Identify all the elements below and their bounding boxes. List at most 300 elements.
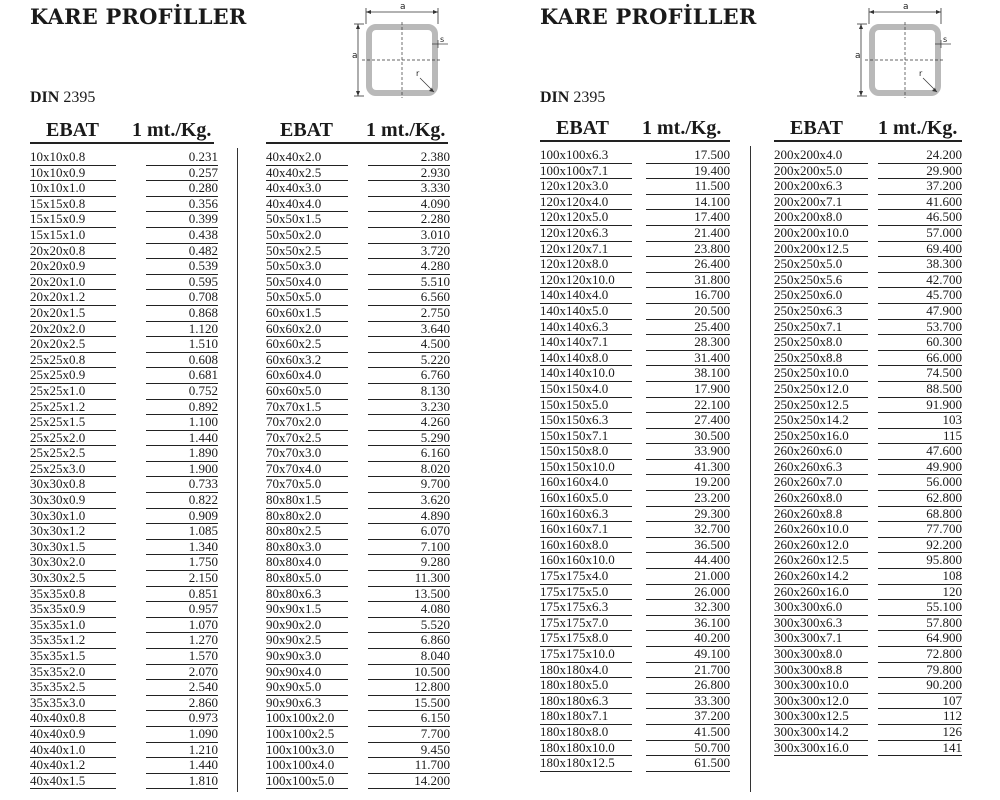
table-row [774,631,962,647]
weight-cell: 66.000 [926,349,962,365]
weight-cell: 1.270 [188,632,218,648]
size-cell: 35x35x1.0 [30,616,86,632]
weight-cell: 41.500 [694,723,730,739]
dim-a-top-label: a [903,2,909,12]
table-row [540,429,730,445]
weight-cell: 53.700 [926,318,962,334]
table-row [774,444,962,460]
size-underline [266,788,348,789]
weight-cell: 29.300 [694,505,730,521]
size-cell: 200x200x4.0 [774,147,843,162]
size-cell: 100x100x2.5 [266,725,335,741]
table-row [540,195,730,211]
table-row [266,680,448,696]
weight-underline [878,755,962,756]
size-cell: 30x30x1.0 [30,507,86,523]
table-row [540,725,730,741]
weight-underline [646,771,730,772]
table-row [774,257,962,273]
weight-cell: 5.290 [420,429,450,445]
table-row [266,415,448,431]
size-cell: 20x20x1.2 [30,289,86,305]
table-row [266,150,448,166]
standard-label [540,89,605,107]
weight-cell: 5.520 [420,616,450,632]
table-row [266,322,448,338]
weight-cell: 26.800 [694,677,730,693]
table-row [540,413,730,429]
table-row [30,304,218,322]
weight-cell: 27.400 [694,412,730,428]
table-row [266,228,448,244]
size-cell: 250x250x5.6 [774,271,843,287]
table-row [266,555,448,571]
page-title: KARE PROFİLLER [30,4,247,29]
size-cell: 80x80x1.5 [266,492,322,508]
size-cell: 100x100x5.0 [266,772,335,788]
size-cell: 300x300x6.3 [774,614,843,630]
table-row [540,663,730,679]
table-row [266,446,448,462]
dim-r-label: r [919,69,923,78]
weight-cell: 37.200 [926,178,962,194]
weight-cell: 29.900 [926,162,962,178]
table-row [774,460,962,476]
weight-cell: 68.800 [926,505,962,521]
size-cell: 200x200x7.1 [774,193,843,209]
size-cell: 250x250x14.2 [774,412,849,428]
square-profile-diagram [855,0,955,100]
size-cell: 20x20x2.5 [30,336,86,352]
table-row [266,244,448,260]
weight-cell: 6.760 [420,367,450,383]
table-row [30,601,218,618]
size-cell: 50x50x1.5 [266,211,322,227]
weight-cell: 74.500 [926,365,962,381]
size-cell: 40x40x1.5 [30,772,86,788]
table-row [30,538,218,556]
weight-cell: 91.900 [926,396,962,412]
table-row [30,211,218,228]
table-row [774,616,962,632]
weight-cell: 2.860 [188,694,218,710]
weight-cell: 23.800 [694,240,730,256]
size-cell: 250x250x8.8 [774,349,843,365]
weight-cell: 20.500 [694,302,730,318]
table-row [774,273,962,289]
size-cell: 30x30x0.9 [30,492,86,508]
table-row [30,320,218,338]
table-row [30,351,218,369]
size-cell: 260x260x6.3 [774,458,843,474]
table-row [540,569,730,585]
weight-cell: 16.700 [694,287,730,303]
table-row [774,335,962,351]
weight-cell: 69.400 [926,240,962,256]
weight-cell: 3.230 [420,398,450,414]
weight-cell: 47.900 [926,302,962,318]
table-row [30,492,218,509]
weight-cell: 90.200 [926,677,962,693]
weight-cell: 9.700 [420,476,450,492]
size-weight-table [540,118,730,772]
table-row [774,304,962,320]
size-cell: 20x20x1.0 [30,273,86,289]
weight-cell: 0.595 [188,273,218,289]
weight-cell: 0.681 [188,367,218,383]
size-cell: 140x140x7.1 [540,334,609,350]
weight-cell: 0.868 [188,304,218,320]
weight-cell: 44.400 [694,552,730,568]
table-row [774,569,962,585]
weight-cell: 26.000 [694,583,730,599]
dim-a-side-label: a [855,51,861,61]
size-underline [540,771,632,772]
size-column-header: EBAT [556,117,609,139]
table-row [774,507,962,523]
size-column-header: EBAT [790,117,843,139]
size-cell: 180x180x6.3 [540,692,609,708]
weight-cell: 19.200 [694,474,730,490]
size-cell: 25x25x1.0 [30,382,86,398]
table-row [540,273,730,289]
weight-cell: 3.620 [420,492,450,508]
weight-cell: 7.100 [420,538,450,554]
table-row [540,756,730,772]
weight-cell: 5.220 [420,351,450,367]
dim-s-label: s [943,35,948,44]
size-cell: 80x80x4.0 [266,554,322,570]
table-row [774,398,962,414]
weight-cell: 31.400 [694,349,730,365]
weight-cell: 21.400 [694,224,730,240]
size-cell: 40x40x4.0 [266,195,322,211]
size-cell: 10x10x1.0 [30,180,86,196]
weight-cell: 8.020 [420,460,450,476]
size-cell: 100x100x3.0 [266,741,335,757]
size-cell: 30x30x2.0 [30,554,86,570]
weight-cell: 42.700 [926,271,962,287]
size-cell: 30x30x1.5 [30,538,86,554]
weight-cell: 4.260 [420,414,450,430]
table-row [774,475,962,491]
size-cell: 120x120x3.0 [540,178,609,194]
table-row [774,694,962,710]
size-cell: 15x15x0.9 [30,211,86,227]
size-cell: 15x15x0.8 [30,195,86,211]
size-cell: 200x200x10.0 [774,224,849,240]
table-row [266,633,448,649]
size-cell: 200x200x6.3 [774,178,843,194]
weight-cell: 0.752 [188,382,218,398]
size-cell: 35x35x3.0 [30,694,86,710]
table-row [774,709,962,725]
size-cell: 70x70x2.5 [266,429,322,445]
table-row [30,226,218,244]
table-row [774,351,962,367]
weight-cell: 3.010 [420,226,450,242]
weight-underline [368,788,450,789]
table-row [540,351,730,367]
size-cell: 200x200x12.5 [774,240,849,256]
size-cell: 250x250x7.1 [774,318,843,334]
weight-column-header: 1 mt./Kg. [878,117,958,139]
table-row [540,616,730,632]
table-row [540,444,730,460]
weight-cell: 79.800 [926,661,962,677]
weight-cell: 6.560 [420,289,450,305]
size-cell: 160x160x7.1 [540,521,609,537]
table-row [540,553,730,569]
size-cell: 260x260x8.0 [774,490,843,506]
weight-cell: 36.500 [694,536,730,552]
weight-cell: 95.800 [926,552,962,568]
size-cell: 90x90x1.5 [266,601,322,617]
size-cell: 30x30x1.2 [30,523,86,539]
weight-cell: 6.150 [420,710,450,726]
table-row [266,259,448,275]
table-row [266,696,448,712]
size-cell: 260x260x12.5 [774,552,849,568]
size-cell: 120x120x10.0 [540,271,615,287]
size-cell: 40x40x3.0 [266,180,322,196]
table-row [540,585,730,601]
table-row [30,632,218,649]
table-row [540,304,730,320]
table-row [266,431,448,447]
table-row [774,320,962,336]
weight-cell: 0.957 [188,601,218,617]
weight-cell: 49.100 [694,646,730,661]
column-divider [750,146,751,792]
size-cell: 60x60x3.2 [266,351,322,367]
weight-cell: 4.080 [420,601,450,617]
weight-cell: 4.090 [420,195,450,211]
weight-cell: 1.750 [188,554,218,570]
size-cell: 50x50x3.0 [266,258,322,274]
size-cell: 35x35x0.8 [30,585,86,601]
table-row [30,570,218,587]
weight-cell: 26.400 [694,256,730,272]
table-row [30,772,218,790]
weight-cell: 15.500 [414,694,450,710]
weight-cell: 108 [942,568,962,584]
table-row [540,320,730,336]
size-cell: 175x175x5.0 [540,583,609,599]
weight-cell: 2.070 [188,663,218,679]
weight-cell: 10.500 [414,663,450,679]
table-row [266,618,448,634]
size-cell: 175x175x7.0 [540,614,609,630]
size-cell: 80x80x2.5 [266,523,322,539]
size-cell: 50x50x2.5 [266,242,322,258]
weight-cell: 21.700 [694,661,730,677]
table-row [266,727,448,743]
table-row [266,290,448,306]
size-cell: 250x250x5.0 [774,256,843,272]
weight-cell: 126 [942,723,962,739]
size-cell: 250x250x8.0 [774,334,843,350]
table-row [774,195,962,211]
weight-cell: 1.900 [188,460,218,476]
size-cell: 150x150x8.0 [540,443,609,459]
weight-cell: 14.100 [694,193,730,209]
size-cell: 300x300x6.0 [774,599,843,615]
size-cell: 100x100x7.1 [540,162,609,178]
size-underline [30,788,116,789]
size-cell: 35x35x2.0 [30,663,86,679]
weight-cell: 2.750 [420,304,450,320]
weight-cell: 3.330 [420,180,450,196]
weight-cell: 0.851 [188,585,218,601]
table-row [30,367,218,384]
size-cell: 160x160x5.0 [540,490,609,506]
weight-cell: 0.356 [188,195,218,211]
size-cell: 150x150x5.0 [540,396,609,412]
dim-s-label: s [440,35,445,44]
dim-r-label: r [416,69,420,78]
weight-cell: 17.400 [694,209,730,225]
size-cell: 250x250x6.0 [774,287,843,303]
table-row [774,522,962,538]
table-row [30,149,218,166]
size-cell: 60x60x2.5 [266,336,322,352]
weight-cell: 13.500 [414,585,450,601]
weight-cell: 11.300 [414,570,450,586]
size-cell: 80x80x5.0 [266,570,322,586]
size-cell: 50x50x4.0 [266,273,322,289]
weight-cell: 0.822 [188,492,218,508]
table-header [774,118,962,142]
size-cell: 260x260x10.0 [774,521,849,537]
table-row [540,631,730,647]
size-cell: 40x40x1.0 [30,741,86,757]
weight-cell: 1.440 [188,429,218,445]
size-cell: 200x200x5.0 [774,162,843,178]
weight-cell: 107 [942,692,962,708]
weight-cell: 25.400 [694,318,730,334]
size-cell: 40x40x0.8 [30,710,86,726]
size-cell: 80x80x3.0 [266,538,322,554]
weight-cell: 1.510 [188,336,218,352]
table-row [774,413,962,429]
size-cell: 140x140x8.0 [540,349,609,365]
table-row [540,647,730,663]
size-cell: 300x300x12.5 [774,708,849,724]
weight-cell: 2.380 [420,149,450,164]
weight-cell: 24.200 [926,147,962,162]
weight-underline [146,788,218,789]
size-cell: 250x250x16.0 [774,427,849,443]
weight-cell: 0.708 [188,289,218,305]
table-header [30,120,214,144]
weight-cell: 33.300 [694,692,730,708]
weight-cell: 112 [942,708,962,724]
weight-cell: 8.040 [420,648,450,663]
weight-cell: 33.900 [694,443,730,459]
size-cell: 120x120x4.0 [540,193,609,209]
table-row [30,445,218,462]
weight-cell: 49.900 [926,458,962,474]
weight-cell: 22.100 [694,396,730,412]
table-row [30,725,218,743]
table-row [774,288,962,304]
dim-a-side-label: a [352,51,358,61]
weight-cell: 3.720 [420,242,450,258]
table-row [540,179,730,195]
size-cell: 25x25x3.0 [30,460,86,476]
weight-cell: 0.257 [188,164,218,180]
size-cell: 200x200x8.0 [774,209,843,225]
size-cell: 70x70x4.0 [266,460,322,476]
table-row [30,757,218,774]
weight-cell: 60.300 [926,334,962,350]
weight-cell: 28.300 [694,334,730,350]
weight-cell: 4.890 [420,507,450,523]
table-row [30,741,218,759]
size-cell: 40x40x2.0 [266,149,322,164]
weight-cell: 1.085 [188,523,218,539]
size-cell: 260x260x12.0 [774,536,849,552]
table-row [30,195,218,213]
size-cell: 60x60x5.0 [266,382,322,398]
table-row [540,600,730,616]
weight-cell: 120 [942,583,962,599]
size-cell: 150x150x7.1 [540,427,609,443]
weight-cell: 6.160 [420,445,450,461]
table-row [540,288,730,304]
table-row [266,509,448,525]
size-cell: 90x90x2.0 [266,616,322,632]
table-row [540,460,730,476]
weight-cell: 11.700 [414,757,450,773]
weight-cell: 7.700 [420,725,450,741]
size-cell: 120x120x7.1 [540,240,609,256]
table-row [30,585,218,603]
standard-prefix: DIN [30,89,60,106]
square-profile-diagram [352,0,452,100]
table-row [774,741,962,757]
weight-cell: 31.800 [694,271,730,287]
table-row [266,602,448,618]
weight-cell: 0.399 [188,211,218,227]
table-row [266,711,448,727]
right-page [540,0,1000,800]
table-row [540,475,730,491]
weight-cell: 62.800 [926,490,962,506]
weight-cell: 141 [942,739,962,755]
table-header [266,120,448,144]
table-row [30,164,218,182]
weight-cell: 1.570 [188,648,218,663]
size-cell: 25x25x0.9 [30,367,86,383]
size-cell: 300x300x16.0 [774,739,849,755]
page-title: KARE PROFİLLER [540,4,757,29]
size-cell: 70x70x3.0 [266,445,322,461]
weight-column-header: 1 mt./Kg. [132,119,212,141]
table-row [774,553,962,569]
table-row [30,414,218,431]
size-cell: 30x30x0.8 [30,476,86,492]
table-row [540,491,730,507]
table-row [266,368,448,384]
size-cell: 180x180x7.1 [540,708,609,724]
size-cell: 35x35x0.9 [30,601,86,617]
weight-cell: 1.440 [188,757,218,773]
table-row [774,366,962,382]
weight-cell: 41.600 [926,193,962,209]
table-row [266,212,448,228]
